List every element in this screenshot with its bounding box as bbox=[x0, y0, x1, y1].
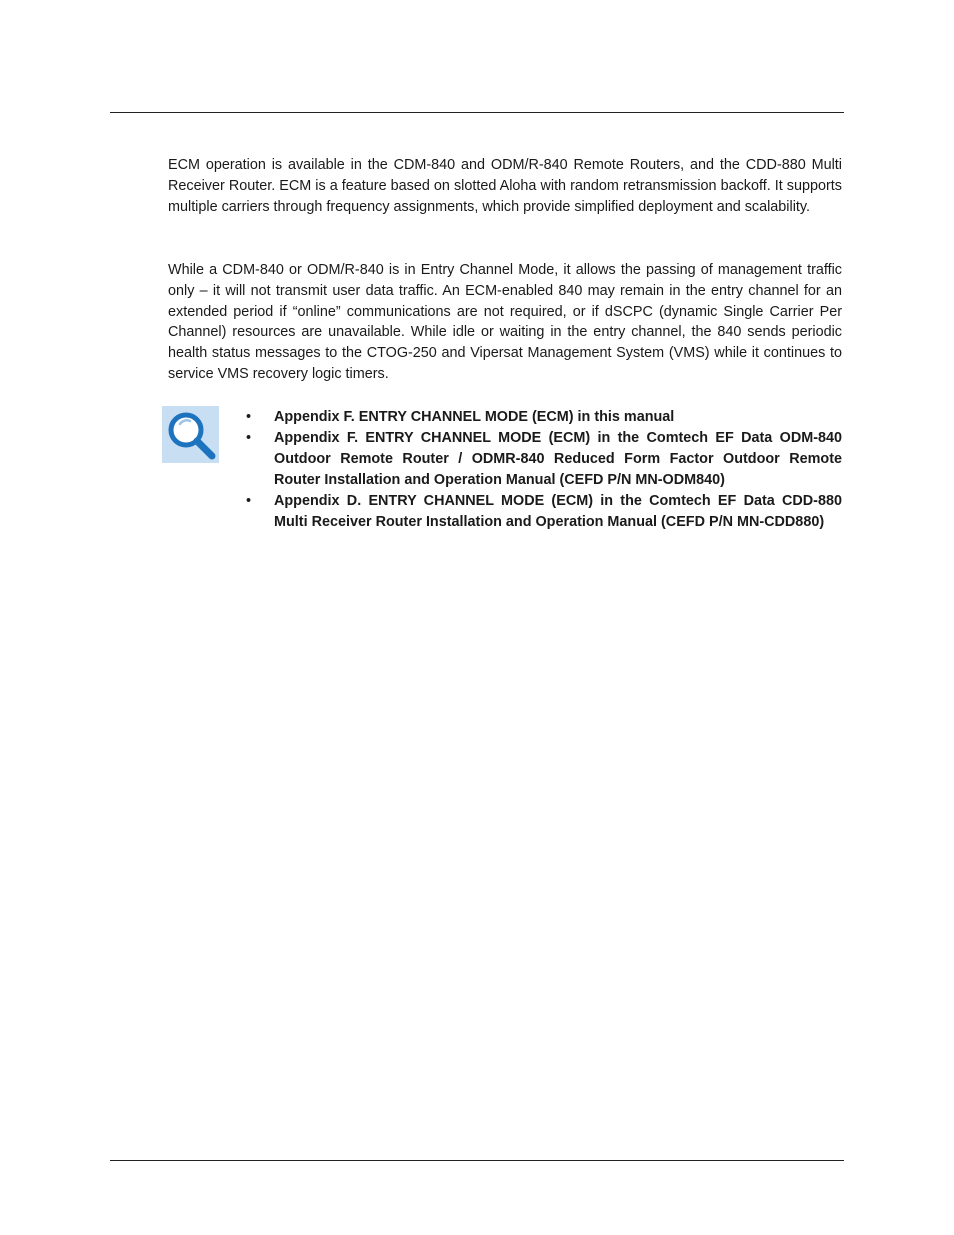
reference-text: Appendix F. ENTRY CHANNEL MODE (ECM) in this manual bbox=[274, 409, 675, 425]
reference-item bbox=[246, 407, 842, 428]
reference-item bbox=[246, 491, 842, 533]
bullet-glyph: • bbox=[246, 430, 252, 446]
bullet-glyph: • bbox=[246, 409, 252, 425]
reference-item bbox=[246, 428, 842, 491]
header-rule bbox=[110, 112, 844, 113]
magnifying-glass-icon bbox=[162, 406, 219, 463]
reference-list bbox=[246, 407, 842, 533]
body-paragraph: ECM operation is available in the CDM-840 and ODM/R-840 Remote Routers, and the CDD-880 Multi Receiver Router. ECM is a feature based on slotted Aloha with random retransmission backoff. It supports multiple carriers through frequency assignments, which provide simplified deployment and scalability. bbox=[168, 157, 842, 215]
footer-rule bbox=[110, 1160, 844, 1161]
reference-text: Appendix D. ENTRY CHANNEL MODE (ECM) in the Comtech EF Data CDD-880 Multi Receiver Router Installation and Operation Manual (CEFD P/N MN-CDD880) bbox=[274, 493, 842, 530]
bullet-glyph: • bbox=[246, 493, 252, 509]
body-paragraph: While a CDM-840 or ODM/R-840 is in Entry Channel Mode, it allows the passing of management traffic only – it will not transmit user data traffic. An ECM-enabled 840 may remain in the entry channel for an extended period if “online” communications are not required, or if dSCPC (dynamic Single Carrier Per Channel) resources are unavailable. While idle or waiting in the entry channel, the 840 sends periodic health status messages to the CTOG-250 and Vipersat Management System (VMS) while it continues to service VMS recovery logic timers. bbox=[168, 262, 842, 382]
reference-text: Appendix F. ENTRY CHANNEL MODE (ECM) in the Comtech EF Data ODM-840 Outdoor Remote Router / ODMR-840 Reduced Form Factor Outdoor Remote Router Installation and Operation Manual (CEFD P/N MN-ODM840) bbox=[274, 430, 842, 488]
